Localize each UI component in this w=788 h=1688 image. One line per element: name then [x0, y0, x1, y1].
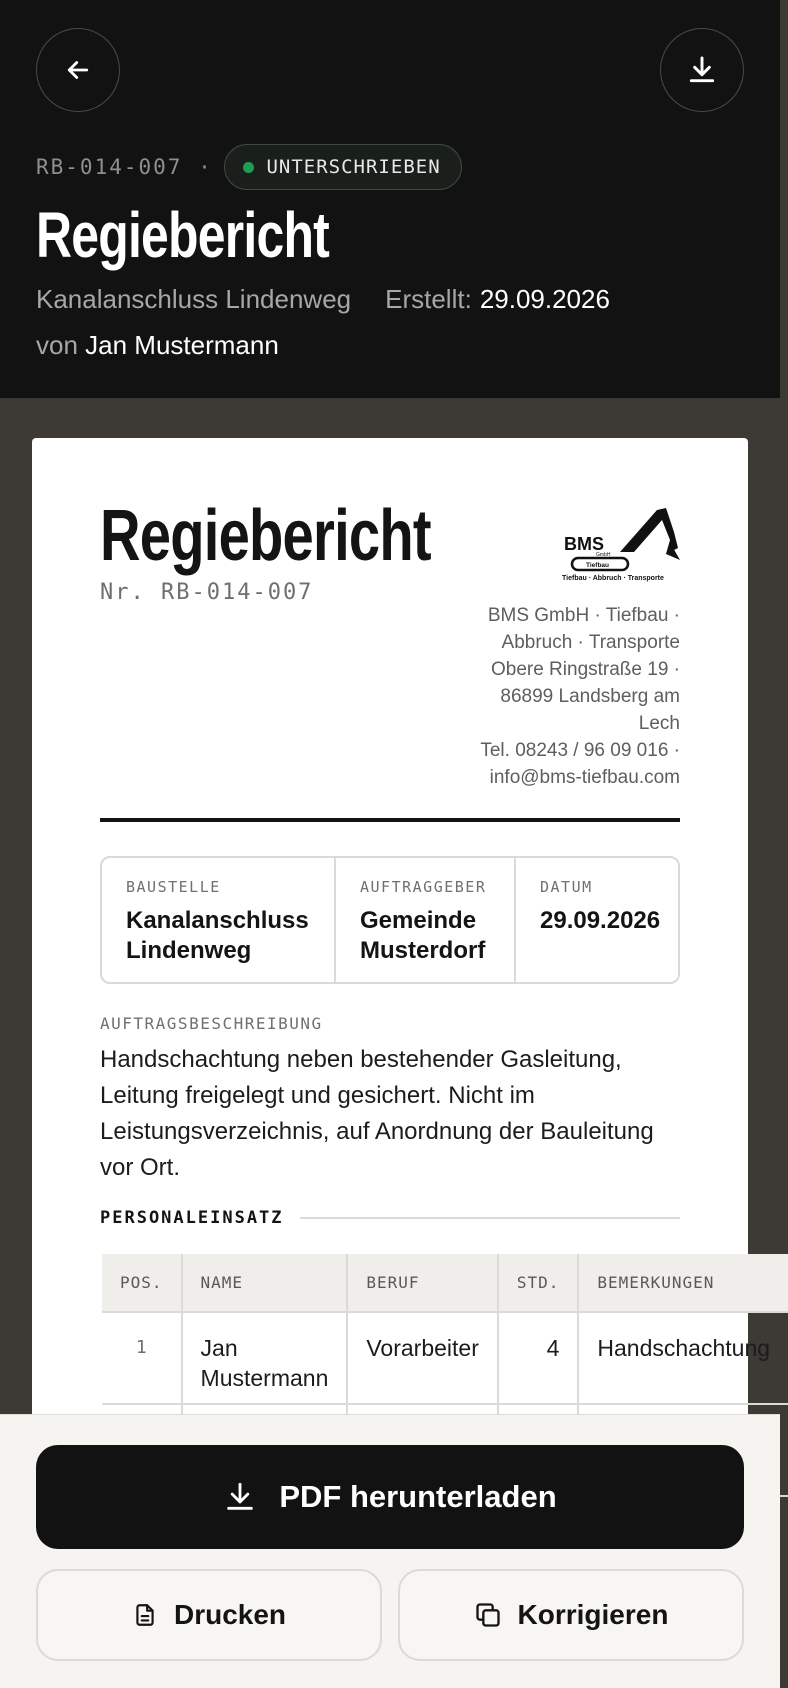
cell-bemerkungen: Handschachtung [578, 1312, 788, 1404]
author-prefix: von [36, 330, 78, 360]
info-value: Gemeinde Musterdorf [360, 907, 486, 964]
status-dot-icon [243, 162, 254, 173]
info-summary [100, 856, 680, 984]
cell-pos: 1 [102, 1312, 182, 1404]
download-pdf-button[interactable] [36, 1445, 744, 1549]
info-baustelle [102, 858, 336, 982]
cell-name: Jan Mustermann [182, 1312, 348, 1404]
col-bemerkungen: BEMERKUNGEN [578, 1254, 788, 1312]
print-button[interactable] [36, 1569, 382, 1661]
action-bar [0, 1414, 780, 1688]
document-preview[interactable] [32, 438, 771, 1438]
document-title: Regiebericht [100, 496, 431, 576]
company-line: 86899 Landsberg am [500, 686, 680, 707]
correct-label: Korrigieren [517, 1599, 669, 1630]
description-text: Handschachtung neben bestehender Gasleitung, Leitung freigelegt und gesichert. Nicht im Leistungsverzeichnis, auf Anordnung der Bauleitung vor Ort. [100, 1046, 654, 1181]
table-row [102, 1312, 788, 1404]
page-subtitle [36, 284, 610, 315]
created-label: Erstellt: [385, 284, 472, 314]
correct-button[interactable] [398, 1569, 744, 1661]
cell-beruf: Vorarbeiter [347, 1312, 498, 1404]
col-std: STD. [498, 1254, 579, 1312]
col-pos: POS. [102, 1254, 182, 1312]
company-logo [562, 502, 682, 582]
company-line: Abbruch · Transporte [501, 632, 680, 653]
created-date: 29.09.2026 [479, 284, 610, 314]
company-line: Tel. 08243 / 96 09 016 · [480, 740, 680, 761]
page-title: Regiebericht [36, 199, 330, 271]
info-value: 29.09.2026 [540, 907, 661, 934]
author-name: Jan Mustermann [85, 330, 279, 360]
section-divider [300, 1217, 680, 1219]
header-divider [100, 818, 680, 822]
print-label: Drucken [173, 1599, 287, 1630]
status-label: UNTERSCHRIEBEN [266, 156, 441, 178]
logo-brand: BMS [564, 534, 604, 554]
status-badge [224, 144, 461, 190]
document-icon [132, 1602, 158, 1628]
doc-meta [36, 144, 462, 190]
document-number: Nr. RB-014-007 [100, 580, 314, 605]
table-header-row [102, 1254, 788, 1312]
header [0, 0, 780, 398]
company-line: info@bms-tiefbau.com [489, 767, 680, 788]
back-button[interactable] [36, 28, 120, 112]
company-line: Obere Ringstraße 19 · [490, 659, 680, 680]
col-name: NAME [182, 1254, 348, 1312]
logo-tagline: Tiefbau · Abbruch · Transporte [562, 575, 664, 582]
download-pdf-label: PDF herunterladen [279, 1479, 557, 1514]
info-label: DATUM [540, 878, 593, 896]
arrow-left-icon [63, 55, 93, 85]
logo-ribbon: Tiefbau [586, 562, 609, 569]
info-label: AUFTRAGGEBER [360, 878, 487, 896]
logo-gmbh: GmbH [596, 552, 611, 558]
project-name: Kanalanschluss Lindenweg [36, 284, 352, 314]
copy-icon [474, 1601, 502, 1629]
info-auftraggeber [336, 858, 516, 982]
personnel-label: PERSONALEINSATZ [100, 1208, 284, 1228]
company-address [450, 602, 680, 791]
doc-number: RB-014-007 [36, 155, 183, 179]
description-label: AUFTRAGSBESCHREIBUNG [100, 1014, 323, 1033]
col-beruf: BERUF [347, 1254, 498, 1312]
meta-separator: · [198, 155, 211, 179]
download-icon [223, 1480, 257, 1514]
download-icon [686, 54, 718, 86]
download-button[interactable] [660, 28, 744, 112]
company-line: Lech [638, 713, 680, 734]
info-value: Kanalanschluss Lindenweg [126, 907, 309, 964]
info-datum [516, 858, 678, 982]
cell-std: 4 [498, 1312, 579, 1404]
author-line [36, 330, 279, 361]
company-line: BMS GmbH · Tiefbau · [487, 605, 680, 626]
info-label: BAUSTELLE [126, 878, 221, 896]
personnel-section-header [100, 1208, 680, 1228]
